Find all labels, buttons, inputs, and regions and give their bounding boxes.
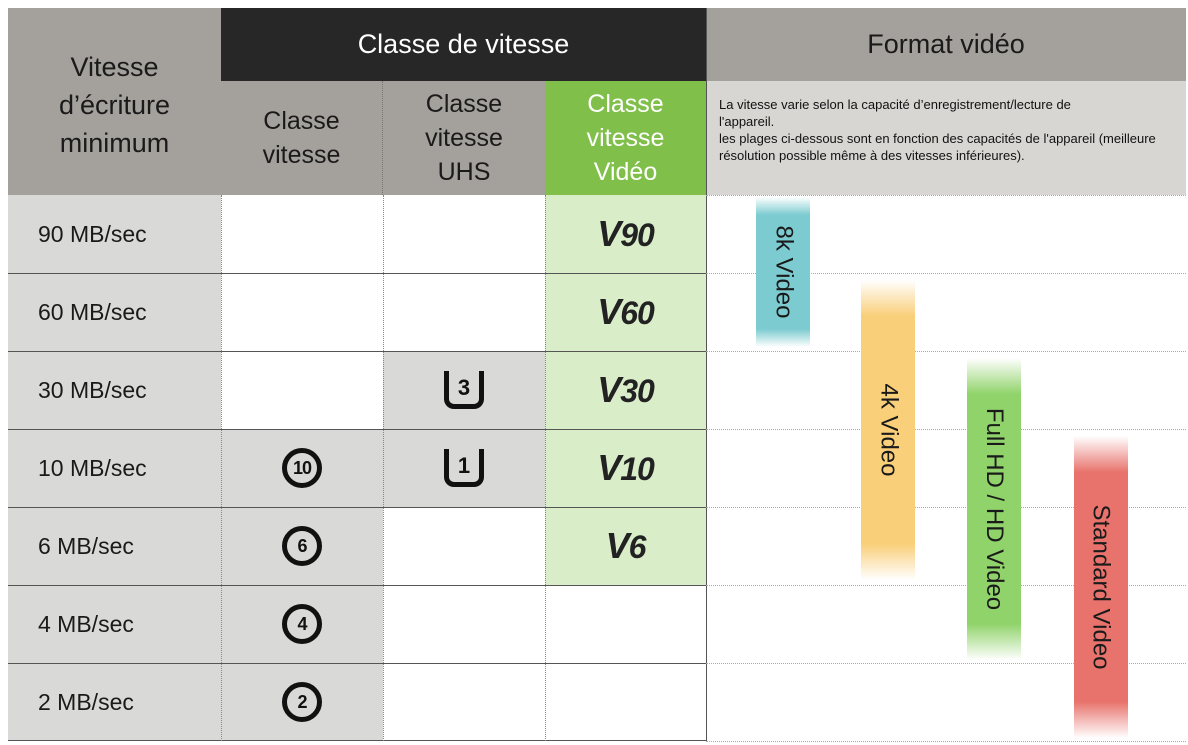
format-label: 4k Video [875, 383, 902, 477]
grid-line [706, 195, 1186, 196]
header-min-speed-line: minimum [59, 127, 170, 158]
video-class-prefix: V [605, 525, 629, 566]
row-speed-label: 10 MB/sec [8, 429, 221, 507]
video-class-badge [597, 369, 654, 411]
video-format-note [706, 81, 1186, 195]
cell-speed-class [221, 585, 383, 663]
row-speed-label: 4 MB/sec [8, 585, 221, 663]
cell-video-class [545, 663, 706, 741]
speed-class-badge: 2 [282, 682, 322, 722]
video-class-number: 60 [620, 295, 654, 331]
uhs-class-badge: 3 [444, 371, 484, 409]
cell-video-class [545, 507, 706, 585]
subheader-line: Classe [263, 107, 340, 135]
row-divider [8, 740, 706, 741]
format-label: 8k Video [770, 225, 797, 319]
header-min-speed-line: d’écriture [58, 89, 171, 120]
cell-speed-class [221, 273, 383, 351]
subheader-line: UHS [437, 158, 491, 186]
video-class-number: 90 [620, 217, 654, 253]
cell-speed-class [221, 663, 383, 741]
cell-uhs-class [383, 585, 545, 663]
cell-speed-class [221, 195, 383, 273]
row-divider [8, 351, 706, 352]
cell-video-class [545, 429, 706, 507]
cell-video-class [545, 195, 706, 273]
video-class-prefix: V [597, 369, 621, 410]
video-class-prefix: V [597, 291, 621, 332]
cell-uhs-class [383, 351, 545, 429]
subheader-line: vitesse [425, 124, 503, 152]
subheader-line: vitesse [262, 141, 341, 169]
row-speed-label: 60 MB/sec [8, 273, 221, 351]
cell-video-class [545, 351, 706, 429]
cell-uhs-class [383, 507, 545, 585]
subheader-speed-class [221, 81, 383, 195]
video-class-number: 10 [620, 451, 654, 487]
format-label: Standard Video [1088, 504, 1115, 670]
video-class-badge [597, 447, 654, 489]
cell-speed-class [221, 429, 383, 507]
row-divider [8, 585, 706, 586]
subheader-line: Vidéo [593, 158, 658, 186]
grid-line [706, 429, 1186, 430]
header-min-speed-line: Vitesse [70, 51, 159, 82]
row-speed-label: 30 MB/sec [8, 351, 221, 429]
format-label: Full HD / HD Video [981, 407, 1009, 611]
section-divider [706, 8, 707, 741]
subheader-line: Classe [587, 90, 664, 118]
video-class-number: 30 [620, 373, 654, 409]
header-video-format: Format vidéo [706, 8, 1186, 81]
cell-uhs-class [383, 429, 545, 507]
format-bar-4k [861, 280, 915, 580]
speed-class-badge: 10 [282, 448, 322, 488]
header-min-speed [8, 8, 221, 195]
format-bar-standard [1074, 436, 1128, 738]
cell-video-class [545, 585, 706, 663]
note-line: les plages ci-dessous sont en fonction des capacités de l'appareil (meilleure résolution possible même à des vitesses inférieures). [719, 131, 1156, 163]
header-speed-class: Classe de vitesse [221, 8, 706, 81]
video-class-badge [597, 291, 654, 333]
row-divider [8, 663, 706, 664]
video-class-prefix: V [597, 213, 621, 254]
subheader-line: vitesse [586, 124, 665, 152]
speed-class-badge: 6 [282, 526, 322, 566]
video-class-number: 6 [628, 529, 646, 565]
grid-line [706, 351, 1186, 352]
row-divider [8, 273, 706, 274]
video-class-prefix: V [597, 447, 621, 488]
subheader-uhs-class [383, 81, 545, 195]
row-speed-label: 90 MB/sec [8, 195, 221, 273]
note-line: La vitesse varie selon la capacité d’enregistrement/lecture de l'appareil. [719, 97, 1071, 129]
row-speed-label: 2 MB/sec [8, 663, 221, 741]
column-divider [383, 195, 384, 741]
format-bar-full-hd [967, 358, 1021, 660]
cell-uhs-class [383, 273, 545, 351]
speed-class-badge: 4 [282, 604, 322, 644]
subheader-video-class [545, 81, 706, 195]
grid-line [706, 741, 1186, 742]
video-class-badge [606, 525, 646, 567]
uhs-class-badge: 1 [444, 449, 484, 487]
video-class-badge [597, 213, 654, 255]
row-divider [8, 429, 706, 430]
column-divider [221, 195, 222, 741]
cell-uhs-class [383, 663, 545, 741]
row-divider [8, 507, 706, 508]
row-speed-label: 6 MB/sec [8, 507, 221, 585]
subheader-line: Classe [425, 90, 503, 118]
cell-speed-class [221, 351, 383, 429]
cell-speed-class [221, 507, 383, 585]
cell-uhs-class [383, 195, 545, 273]
format-bar-8k [756, 197, 810, 347]
cell-video-class [545, 273, 706, 351]
column-divider [545, 195, 546, 741]
